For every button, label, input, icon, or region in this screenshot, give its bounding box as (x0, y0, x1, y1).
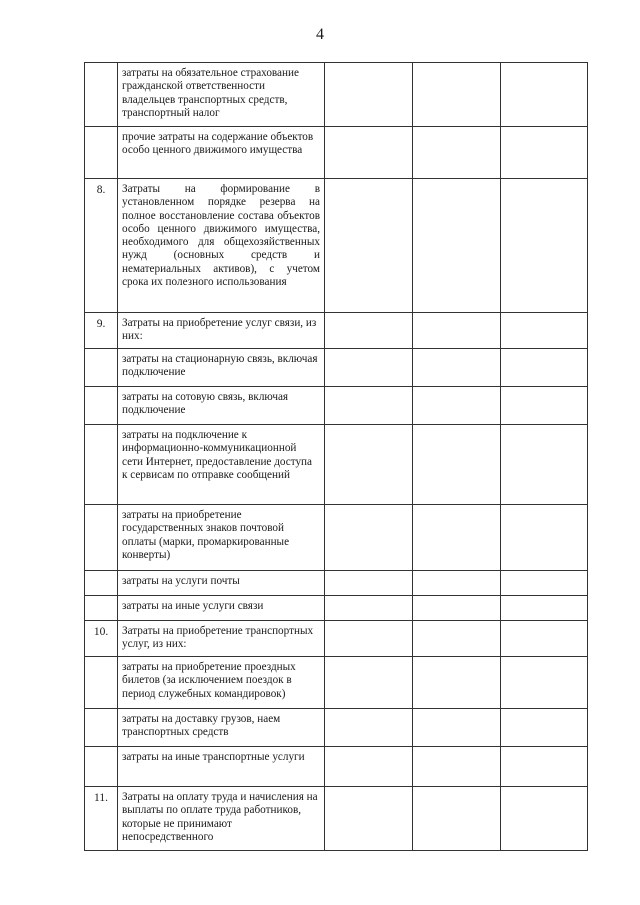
table-cell-empty (413, 709, 501, 747)
row-number: 9. (85, 313, 118, 349)
row-description: затраты на стационарную связь, включая подключение (118, 349, 325, 387)
row-description: прочие затраты на содержание объектов особо ценного движимого имущества (118, 127, 325, 179)
row-description: затраты на приобретение государственных знаков почтовой оплаты (марки, промаркированные конверты) (118, 505, 325, 571)
table-row (85, 571, 588, 596)
table-cell-empty (325, 621, 413, 657)
table-cell-empty (501, 709, 588, 747)
table-cell-empty (413, 179, 501, 313)
row-number (85, 63, 118, 127)
table-cell-empty (413, 127, 501, 179)
table-cell-empty (413, 349, 501, 387)
row-description: затраты на доставку грузов, наем транспортных средств (118, 709, 325, 747)
row-description: затраты на услуги почты (118, 571, 325, 596)
table-cell-empty (325, 63, 413, 127)
table-cell-empty (325, 596, 413, 621)
row-number (85, 571, 118, 596)
row-description: затраты на иные транспортные услуги (118, 747, 325, 787)
row-description: затраты на приобретение проездных билетов (за исключением поездок в период служебных командировок) (118, 657, 325, 709)
table-row (85, 657, 588, 709)
row-number (85, 596, 118, 621)
table-cell-empty (325, 787, 413, 851)
row-description: затраты на подключение к информационно-коммуникационной сети Интернет, предоставление доступа к сервисам по отправке сообщений (118, 425, 325, 505)
row-description: затраты на иные услуги связи (118, 596, 325, 621)
table-cell-empty (501, 387, 588, 425)
table-cell-empty (325, 747, 413, 787)
table-row (85, 596, 588, 621)
table-cell-empty (501, 349, 588, 387)
row-number (85, 349, 118, 387)
table-cell-empty (413, 425, 501, 505)
row-description: Затраты на приобретение транспортных услуг, из них: (118, 621, 325, 657)
table-cell-empty (413, 596, 501, 621)
row-number: 11. (85, 787, 118, 851)
table-cell-empty (413, 621, 501, 657)
row-description: Затраты на оплату труда и начисления на выплаты по оплате труда работников, которые не принимают непосредственного (118, 787, 325, 851)
table-cell-empty (413, 657, 501, 709)
table-cell-empty (325, 425, 413, 505)
table-row (85, 349, 588, 387)
table-cell-empty (413, 313, 501, 349)
table-cell-empty (501, 596, 588, 621)
table-cell-empty (325, 179, 413, 313)
table-cell-empty (325, 571, 413, 596)
table-cell-empty (501, 505, 588, 571)
row-number: 8. (85, 179, 118, 313)
table-cell-empty (501, 657, 588, 709)
table-cell-empty (325, 709, 413, 747)
table-cell-empty (413, 747, 501, 787)
table-cell-empty (413, 505, 501, 571)
table-cell-empty (501, 179, 588, 313)
cost-table (84, 62, 588, 851)
row-description: затраты на обязательное страхование гражданской ответственности владельцев транспортных средств, транспортный налог (118, 63, 325, 127)
table-row (85, 505, 588, 571)
row-number (85, 657, 118, 709)
row-number: 10. (85, 621, 118, 657)
table-cell-empty (325, 387, 413, 425)
table-cell-empty (325, 505, 413, 571)
table-row (85, 387, 588, 425)
row-description: затраты на сотовую связь, включая подключение (118, 387, 325, 425)
row-description: Затраты на приобретение услуг связи, из них: (118, 313, 325, 349)
row-number (85, 387, 118, 425)
table-row (85, 621, 588, 657)
row-number (85, 127, 118, 179)
table-cell-empty (501, 127, 588, 179)
page-number: 4 (316, 26, 324, 43)
table-row (85, 747, 588, 787)
table-cell-empty (325, 349, 413, 387)
table-cell-empty (413, 787, 501, 851)
table-row (85, 63, 588, 127)
row-number (85, 505, 118, 571)
table-cell-empty (501, 571, 588, 596)
table-row (85, 127, 588, 179)
table-cell-empty (501, 425, 588, 505)
table-cell-empty (325, 313, 413, 349)
table-row (85, 709, 588, 747)
table-cell-empty (325, 657, 413, 709)
table-cell-empty (501, 63, 588, 127)
table-cell-empty (325, 127, 413, 179)
table-row (85, 787, 588, 851)
table-cell-empty (501, 787, 588, 851)
table-row (85, 313, 588, 349)
row-description: Затраты на формирование в установленном порядке резерва на полное восстановление состава объектов особо ценного движимого имущества, необходимого для общехозяйственных нужд (основных средств и нематериальных активов), с учетом срока их полезного использования (118, 179, 325, 313)
table-cell-empty (413, 571, 501, 596)
table-cell-empty (501, 313, 588, 349)
table-cell-empty (413, 387, 501, 425)
row-number (85, 747, 118, 787)
table-cell-empty (413, 63, 501, 127)
table-row (85, 179, 588, 313)
row-number (85, 709, 118, 747)
table-cell-empty (501, 621, 588, 657)
table-row (85, 425, 588, 505)
row-number (85, 425, 118, 505)
table-cell-empty (501, 747, 588, 787)
